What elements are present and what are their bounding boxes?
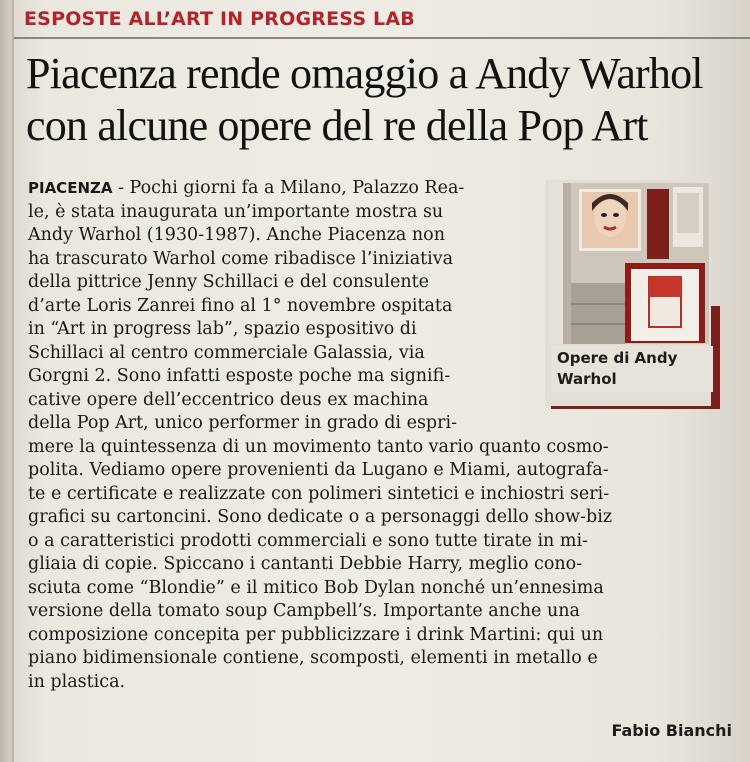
photo-caption	[551, 346, 713, 392]
article-line: Schillaci al centro commerciale Galassia, via	[28, 342, 425, 363]
article-line: della Pop Art, unico performer in grado di espri-	[28, 413, 458, 433]
kicker: ESPOSTE ALL’ART IN PROGRESS LAB	[24, 8, 415, 30]
article-line: cative opere dell’eccentrico deus ex machina	[28, 389, 429, 410]
article-line: polita. Vediamo opere provenienti da Lugano e Miami, autografa-	[28, 460, 609, 480]
article-line: le, è stata inaugurata un’importante mostra su	[28, 201, 444, 222]
article-line: gliaia di copie. Spiccano i cantanti Debbie Harry, meglio cono-	[28, 554, 583, 574]
column-rule	[12, 0, 14, 762]
article-line: in “Art in progress lab”, spazio espositivo di	[28, 319, 417, 339]
article-line: Gorgni 2. Sono infatti esposte poche ma signifi-	[28, 366, 451, 386]
article-line: ha trascurato Warhol come ribadisce l’iniziativa	[28, 248, 454, 269]
caption-line-1: Opere di Andy	[557, 349, 678, 367]
article-line: composizione concepita per pubblicizzare i drink Martini: qui un	[28, 624, 604, 645]
article-line: mere la quintessenza di un movimento tanto vario quanto cosmo-	[28, 436, 609, 457]
page-gutter	[0, 0, 12, 762]
article-line: della pittrice Jenny Schillaci e del consulente	[28, 272, 430, 292]
article-line: piano bidimensionale contiene, scomposti, elementi in metallo e	[28, 648, 598, 668]
article-line: in plastica.	[28, 671, 126, 692]
article-line: o a caratteristici prodotti commerciali e sono tutte tirate in mi-	[28, 530, 588, 551]
headline	[26, 48, 746, 152]
article-line-text: - Pochi giorni fa a Milano, Palazzo Rea-	[112, 178, 465, 198]
article-line: versione della tomato soup Campbell’s. Importante anche una	[28, 601, 580, 621]
article-line: te e certificate e realizzate con polimeri sintetici e inchiostri seri-	[28, 483, 610, 504]
dateline: PIACENZA	[28, 179, 113, 197]
byline: Fabio Bianchi	[611, 721, 732, 740]
article-line: sciuta come “Blondie” e il mitico Bob Dylan nonché un’ennesima	[28, 577, 604, 598]
article-line: Andy Warhol (1930-1987). Anche Piacenza non	[28, 225, 445, 245]
caption-line-2: Warhol	[557, 370, 617, 388]
kicker-rule	[14, 37, 750, 39]
headline-line-1: Piacenza rende omaggio a Andy Warhol	[26, 49, 703, 98]
article-line: d’arte Loris Zanrei fino al 1° novembre ospitata	[28, 295, 453, 316]
headline-line-2: con alcune opere del re della Pop Art	[26, 101, 648, 150]
artwork-photo-illustration	[549, 183, 709, 344]
article-line: grafici su cartoncini. Sono dedicate o a personaggi dello show-biz	[28, 507, 613, 527]
artwork-photo	[549, 183, 709, 344]
